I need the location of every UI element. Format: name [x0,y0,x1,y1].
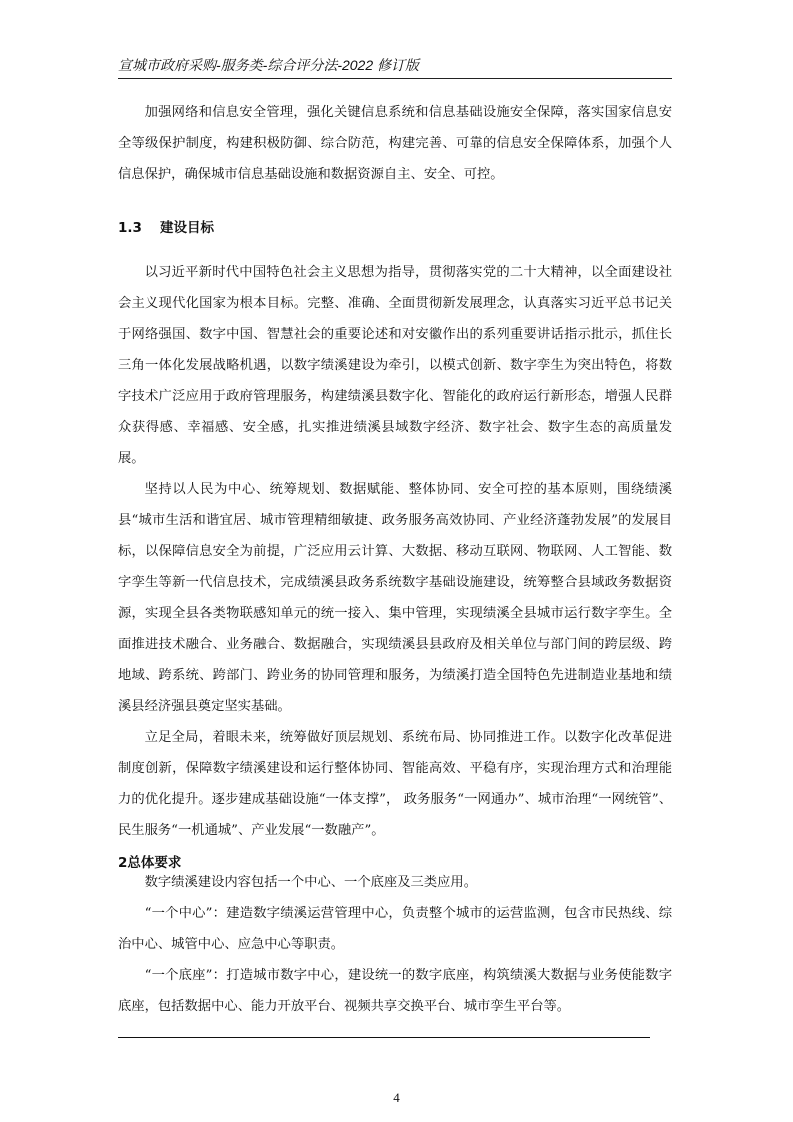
paragraph: 立足全局，着眼未来，统筹做好顶层规划、系统布局、协同推进工作。以数字化改革促进制度创新，保障数字绩溪建设和运行整体协同、智能高效、平稳有序，实现治理方式和治理能力的优化提升。逐步建成基础设施“一体支撑”， 政务服务“一网通办”、城市治理“一网统管”、民生服务“一机通城”、产业发展“一数融产”。 [118,730,672,838]
intro-block [118,97,672,190]
section-1-3-body [118,257,672,846]
bottom-rule [118,1037,650,1038]
paragraph: 以习近平新时代中国特色社会主义思想为指导，贯彻落实党的二十大精神，以全面建设社会主义现代化国家为根本目标。完整、准确、全面贯彻新发展理念，认真落实习近平总书记关于网络强国、数字中国、智慧社会的重要论述和对安徽作出的系列重要讲话指示批示，抓住长三角一体化发展战略机遇，以数字绩溪建设为牵引，以模式创新、数字孪生为突出特色，将数字技术广泛应用于政府管理服务，构建绩溪县数字化、智能化的政府运行新形态，增强人民群众获得感、幸福感、安全感，扎实推进绩溪县域数字经济、数字社会、数字生态的高质量发展。 [118,265,672,466]
paragraph: 数字绩溪建设内容包括一个中心、一个底座及三类应用。 [144,875,478,890]
intro-paragraph: 加强网络和信息安全管理，强化关键信息系统和信息基础设施安全保障，落实国家信息安全等级保护制度，构建积极防御、综合防范，构建完善、可靠的信息安全保障体系，加强个人信息保护，确保城市信息基础设施和数据资源自主、安全、可控。 [118,105,672,182]
paragraph: “一个中心”：建造数字绩溪运营管理中心，负责整个城市的运营监测，包含市民热线、综治中心、城管中心、应急中心等职责。 [118,906,672,952]
paragraph: 坚持以人民为中心、统筹规划、数据赋能、整体协同、安全可控的基本原则，围绕绩溪县“城市生活和谐宜居、城市管理精细敏捷、政务服务高效协同、产业经济蓬勃发展”的发展目标，以保障信息安全为前提，广泛应用云计算、大数据、移动互联网、物联网、人工智能、数字孪生等新一代信息技术，完成绩溪县政务系统数字基础设施建设，统筹整合县域政务数据资源，实现全县各类物联感知单元的统一接入、集中管理，实现绩溪全县城市运行数字孪生。全面推进技术融合、业务融合、数据融合，实现绩溪县县政府及相关单位与部门间的跨层级、跨地域、跨系统、跨部门、跨业务的协同管理和服务，为绩溪打造全国特色先进制造业基地和绩溪县经济强县奠定坚实基础。 [118,482,672,714]
section-heading-1-3 [118,216,214,236]
section-number: 1.3 [118,220,142,236]
section-heading-2: 2总体要求 [118,855,182,871]
paragraph: “一个底座”：打造城市数字中心，建设统一的数字底座，构筑绩溪大数据与业务使能数字底座，包括数据中心、能力开放平台、视频共享交换平台、城市孪生平台等。 [118,968,672,1014]
section-2-body [118,867,672,1022]
running-header: 宣城市政府采购-服务类-综合评分法-2022 修订版 [118,57,420,73]
section-title: 建设目标 [160,220,214,236]
header-rule [118,78,672,79]
page-number: 4 [393,1090,400,1105]
